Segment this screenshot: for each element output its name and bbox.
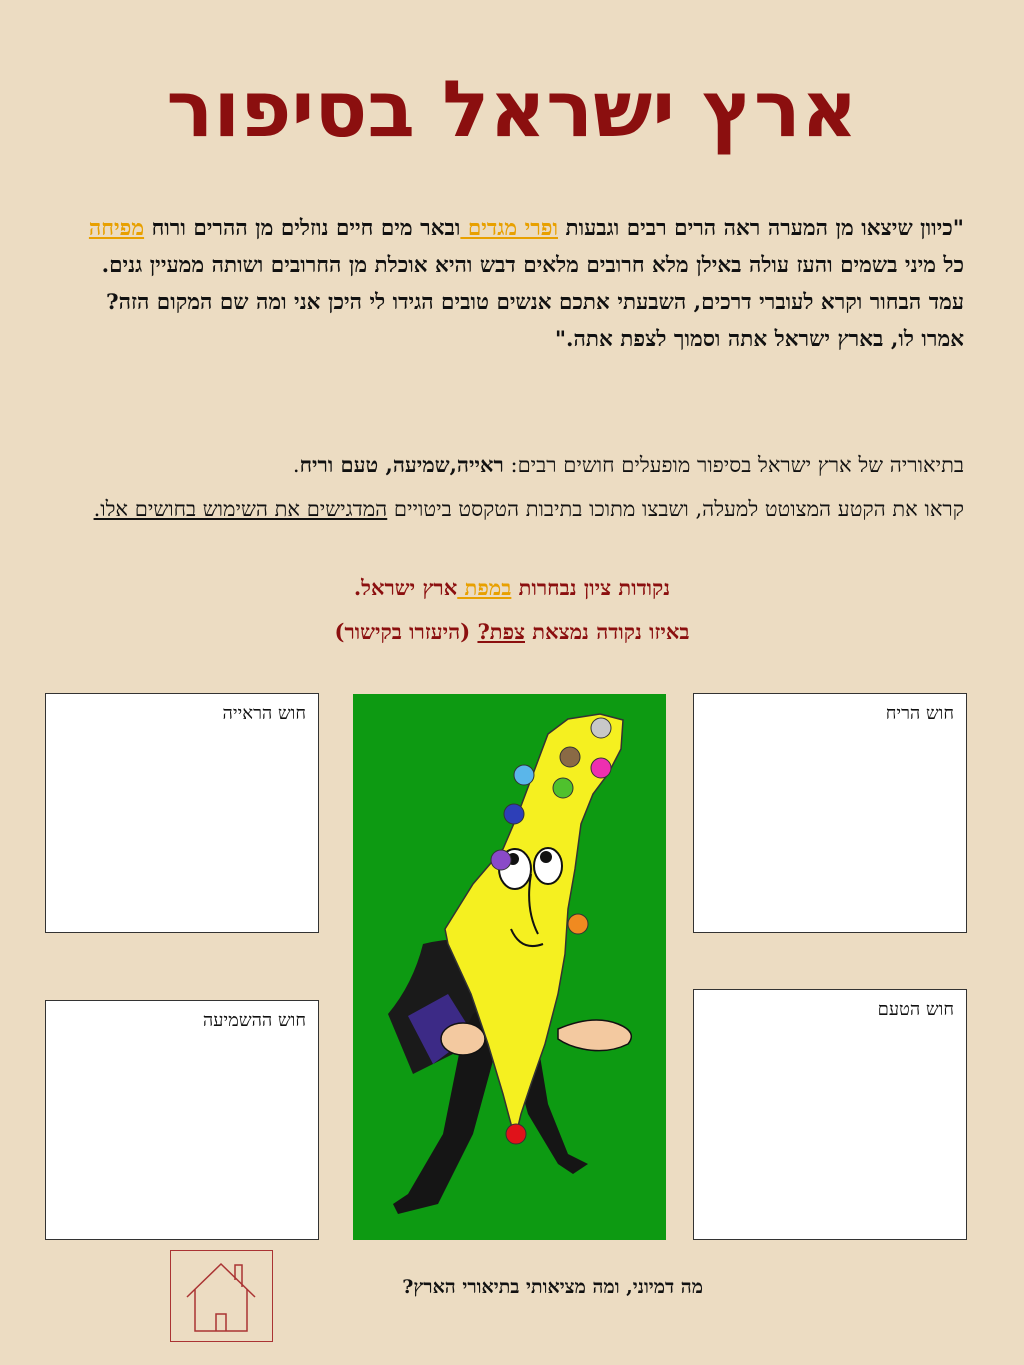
story-quote xyxy=(70,210,964,358)
map-link[interactable]: במפת xyxy=(457,575,512,600)
sight-label: חוש הראייה xyxy=(222,703,306,724)
hearing-text-box[interactable] xyxy=(45,1000,319,1240)
intro-senses: ראייה,שמיעה, טעם וריח xyxy=(299,452,504,477)
page-title: ארץ ישראל בסיפור xyxy=(166,65,858,155)
task-underlined: המדגישים את השימוש בחושים אלו. xyxy=(93,497,388,521)
safed-question xyxy=(0,614,1024,650)
safed-link[interactable]: צפת? xyxy=(477,619,525,644)
sight-text-box[interactable] xyxy=(45,693,319,933)
home-button[interactable] xyxy=(170,1250,273,1342)
quote-text-2: ובאר מים חיים נוזלים מן ההרים ורוח xyxy=(144,216,461,241)
intro-end: . xyxy=(292,453,300,477)
taste-label: חוש הטעם xyxy=(877,999,954,1020)
task-instructions xyxy=(70,491,964,527)
points-text-before: נקודות ציון נבחרות xyxy=(511,575,671,600)
question-text-after: (היעזרו בקישור) xyxy=(334,619,478,644)
israel-map-character-illustration xyxy=(353,694,666,1240)
quote-link-blowing[interactable]: מפיחה xyxy=(88,216,145,241)
map-points-line xyxy=(0,570,1024,606)
question-text-before: באיזו נקודה נמצאת xyxy=(525,619,690,644)
smell-label: חוש הריח xyxy=(885,703,954,724)
senses-intro xyxy=(70,447,964,483)
quote-text-1: "כיוון שיצאו מן המערה ראה הרים רבים וגבעות xyxy=(557,216,964,241)
quote-link-fruits[interactable]: ופרי מגדים xyxy=(460,216,558,241)
home-icon xyxy=(171,1251,271,1340)
smell-text-box[interactable] xyxy=(693,693,967,933)
quote-text-3: כל מיני בשמים והעז עולה באילן מלא חרובים מלאים דבש והיא אוכלת מן החרובים ושותה ממעיין גנים. עמד הבחור וקרא לעוברי דרכים, השבעתי אתכם אנשים טובים הגידו לי היכן אני ומה שם המקום הזה? אמרו לו, בארץ ישראל אתה וסמוך לצפת אתה." xyxy=(101,253,964,352)
bottom-question: מה דמיוני, ומה מציאותי בתיאורי הארץ? xyxy=(402,1276,703,1298)
hearing-label: חוש ההשמיעה xyxy=(202,1010,306,1031)
taste-text-box[interactable] xyxy=(693,989,967,1240)
intro-text: בתיאוריה של ארץ ישראל בסיפור מופעלים חושים רבים: xyxy=(503,453,964,477)
task-text: קראו את הקטע המצוטט למעלה, ושבצו מתוכו בתיבות הטקסט ביטויים xyxy=(387,497,964,521)
points-text-after: ארץ ישראל. xyxy=(353,575,458,600)
